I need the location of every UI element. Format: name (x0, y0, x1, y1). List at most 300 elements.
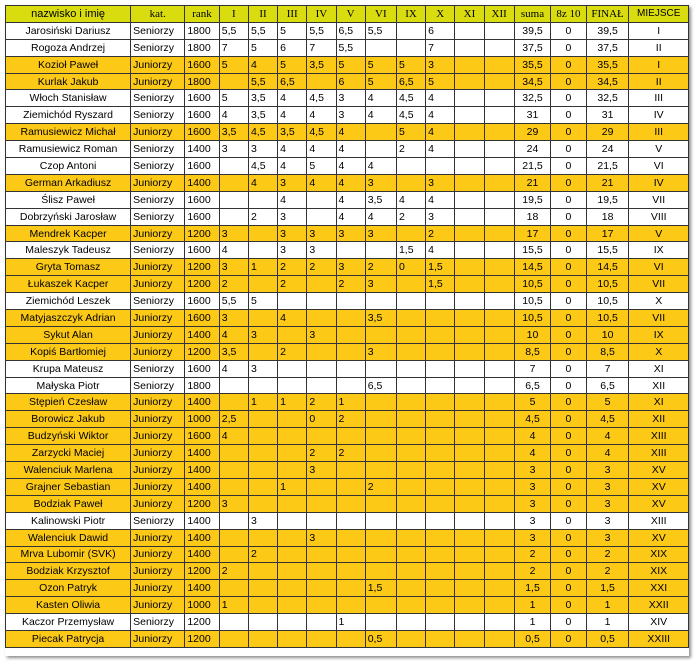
round-score-cell: 4 (219, 326, 248, 343)
round-score-cell: 4 (219, 360, 248, 377)
round-score-cell (336, 377, 365, 394)
player-name-cell: Ziemichód Leszek (6, 293, 131, 310)
final-cell: 1,5 (586, 580, 629, 597)
round-score-cell: 4 (278, 141, 307, 158)
category-cell: Seniorzy (131, 107, 185, 124)
round-score-cell: 5,5 (219, 293, 248, 310)
round-score-cell (307, 495, 336, 512)
final-cell: 3 (586, 495, 629, 512)
player-name-cell: Ramusiewicz Michał (6, 124, 131, 141)
suma-cell: 10,5 (514, 293, 550, 310)
round-score-cell: 3 (365, 343, 396, 360)
table-row (6, 377, 689, 394)
suma-cell: 24 (514, 141, 550, 158)
round-score-cell (365, 445, 396, 462)
category-cell: Juniorzy (131, 56, 185, 73)
round-score-cell (484, 546, 514, 563)
table-row (6, 529, 689, 546)
category-cell: Juniorzy (131, 580, 185, 597)
round-score-cell (248, 614, 277, 631)
table-row (6, 124, 689, 141)
table-row (6, 56, 689, 73)
round-score-cell: 4 (336, 158, 365, 175)
round-score-cell (455, 56, 484, 73)
round-score-cell (219, 208, 248, 225)
round-score-cell: 3,5 (365, 310, 396, 327)
suma-cell: 2 (514, 546, 550, 563)
round-score-cell: 5,5 (365, 22, 396, 39)
suma-cell: 2 (514, 563, 550, 580)
round-score-cell (484, 343, 514, 360)
results-table (5, 5, 689, 648)
round-score-cell: 3 (278, 174, 307, 191)
round-score-cell: 5 (248, 293, 277, 310)
category-cell: Juniorzy (131, 478, 185, 495)
player-name-cell: Piecak Patrycja (6, 630, 131, 647)
best10-cell: 0 (551, 512, 586, 529)
round-score-cell (219, 478, 248, 495)
round-score-cell: 4,5 (307, 90, 336, 107)
round-score-cell (336, 326, 365, 343)
suma-cell: 17 (514, 225, 550, 242)
final-cell: 5 (586, 394, 629, 411)
best10-cell: 0 (551, 242, 586, 259)
round-score-cell: 3 (307, 242, 336, 259)
header-round-10: X (426, 6, 455, 23)
best10-cell: 0 (551, 614, 586, 631)
round-score-cell (426, 546, 455, 563)
round-score-cell (336, 630, 365, 647)
round-score-cell: 3 (426, 174, 455, 191)
round-score-cell: 1 (278, 478, 307, 495)
suma-cell: 21,5 (514, 158, 550, 175)
round-score-cell: 7 (307, 39, 336, 56)
round-score-cell: 3 (365, 276, 396, 293)
best10-cell: 0 (551, 411, 586, 428)
rank-cell: 1200 (185, 276, 219, 293)
round-score-cell: 4 (278, 310, 307, 327)
round-score-cell (484, 225, 514, 242)
rank-cell: 1200 (185, 630, 219, 647)
round-score-cell: 6 (336, 73, 365, 90)
round-score-cell (278, 614, 307, 631)
round-score-cell (426, 597, 455, 614)
round-score-cell (455, 310, 484, 327)
round-score-cell: 4,5 (396, 90, 425, 107)
round-score-cell: 4 (365, 158, 396, 175)
round-score-cell (455, 360, 484, 377)
best10-cell: 0 (551, 462, 586, 479)
player-name-cell: Mendrek Kacper (6, 225, 131, 242)
place-cell: VII (629, 191, 689, 208)
best10-cell: 0 (551, 39, 586, 56)
best10-cell: 0 (551, 225, 586, 242)
round-score-cell (484, 563, 514, 580)
round-score-cell (455, 445, 484, 462)
round-score-cell: 4 (426, 242, 455, 259)
header-round-3: III (278, 6, 307, 23)
suma-cell: 3 (514, 529, 550, 546)
table-row (6, 293, 689, 310)
best10-cell: 0 (551, 495, 586, 512)
rank-cell: 1600 (185, 56, 219, 73)
table-row (6, 478, 689, 495)
round-score-cell (365, 141, 396, 158)
place-cell: XV (629, 495, 689, 512)
header-best10: 8z 10 (551, 6, 586, 23)
category-cell: Seniorzy (131, 158, 185, 175)
table-row (6, 39, 689, 56)
table-row (6, 141, 689, 158)
place-cell: VIII (629, 208, 689, 225)
round-score-cell (278, 326, 307, 343)
table-row (6, 614, 689, 631)
round-score-cell (307, 276, 336, 293)
round-score-cell (248, 529, 277, 546)
round-score-cell: 2 (278, 276, 307, 293)
rank-cell: 1400 (185, 141, 219, 158)
round-score-cell (396, 580, 425, 597)
round-score-cell (219, 529, 248, 546)
round-score-cell: 6,5 (336, 22, 365, 39)
round-score-cell (307, 546, 336, 563)
round-score-cell (484, 39, 514, 56)
round-score-cell: 3 (278, 208, 307, 225)
suma-cell: 1,5 (514, 580, 550, 597)
suma-cell: 3 (514, 512, 550, 529)
place-cell: XII (629, 377, 689, 394)
round-score-cell (426, 478, 455, 495)
best10-cell: 0 (551, 174, 586, 191)
final-cell: 3 (586, 478, 629, 495)
table-row (6, 580, 689, 597)
suma-cell: 37,5 (514, 39, 550, 56)
category-cell: Seniorzy (131, 360, 185, 377)
round-score-cell: 3,5 (248, 107, 277, 124)
round-score-cell: 1,5 (426, 276, 455, 293)
round-score-cell (219, 158, 248, 175)
category-cell: Juniorzy (131, 174, 185, 191)
round-score-cell (455, 377, 484, 394)
best10-cell: 0 (551, 191, 586, 208)
round-score-cell (336, 512, 365, 529)
round-score-cell (484, 326, 514, 343)
place-cell: XV (629, 462, 689, 479)
best10-cell: 0 (551, 141, 586, 158)
header-round-9: IX (396, 6, 425, 23)
best10-cell: 0 (551, 360, 586, 377)
best10-cell: 0 (551, 276, 586, 293)
best10-cell: 0 (551, 546, 586, 563)
best10-cell: 0 (551, 124, 586, 141)
category-cell: Juniorzy (131, 411, 185, 428)
table-row (6, 445, 689, 462)
final-cell: 10 (586, 326, 629, 343)
round-score-cell: 5 (365, 73, 396, 90)
header-round-6: VI (365, 6, 396, 23)
round-score-cell: 4 (365, 90, 396, 107)
category-cell: Seniorzy (131, 293, 185, 310)
round-score-cell (484, 462, 514, 479)
round-score-cell: 1,5 (426, 259, 455, 276)
round-score-cell: 3 (248, 141, 277, 158)
round-score-cell: 3 (336, 225, 365, 242)
round-score-cell (455, 614, 484, 631)
round-score-cell: 4 (278, 90, 307, 107)
round-score-cell: 1 (278, 394, 307, 411)
final-cell: 10,5 (586, 310, 629, 327)
round-score-cell (484, 614, 514, 631)
round-score-cell (307, 630, 336, 647)
category-cell: Juniorzy (131, 445, 185, 462)
player-name-cell: Dobrzyński Jarosław (6, 208, 131, 225)
round-score-cell (426, 394, 455, 411)
rank-cell: 1600 (185, 124, 219, 141)
place-cell: X (629, 293, 689, 310)
header-round-12: XII (484, 6, 514, 23)
suma-cell: 3 (514, 478, 550, 495)
round-score-cell (484, 495, 514, 512)
category-cell: Juniorzy (131, 495, 185, 512)
round-score-cell (278, 428, 307, 445)
round-score-cell: 4 (336, 191, 365, 208)
round-score-cell (455, 276, 484, 293)
round-score-cell (307, 478, 336, 495)
player-name-cell: Ozon Patryk (6, 580, 131, 597)
round-score-cell: 1 (219, 597, 248, 614)
round-score-cell (426, 411, 455, 428)
final-cell: 39,5 (586, 22, 629, 39)
round-score-cell (248, 580, 277, 597)
final-cell: 0,5 (586, 630, 629, 647)
player-name-cell: Walenciuk Marlena (6, 462, 131, 479)
round-score-cell (336, 529, 365, 546)
round-score-cell (484, 191, 514, 208)
rank-cell: 1600 (185, 310, 219, 327)
results-sheet (5, 5, 689, 656)
header-place: MIEJSCE (629, 6, 689, 23)
round-score-cell (455, 73, 484, 90)
best10-cell: 0 (551, 158, 586, 175)
round-score-cell: 5 (278, 56, 307, 73)
place-cell: III (629, 90, 689, 107)
table-row (6, 462, 689, 479)
player-name-cell: Budzyński Wiktor (6, 428, 131, 445)
place-cell: XXIII (629, 630, 689, 647)
player-name-cell: Rogoza Andrzej (6, 39, 131, 56)
round-score-cell: 4 (365, 107, 396, 124)
category-cell: Seniorzy (131, 242, 185, 259)
round-score-cell (426, 445, 455, 462)
place-cell: V (629, 141, 689, 158)
round-score-cell: 5,5 (219, 22, 248, 39)
round-score-cell: 3 (336, 107, 365, 124)
suma-cell: 15,5 (514, 242, 550, 259)
round-score-cell: 2 (248, 546, 277, 563)
round-score-cell (426, 310, 455, 327)
final-cell: 29 (586, 124, 629, 141)
table-row (6, 411, 689, 428)
round-score-cell (426, 563, 455, 580)
round-score-cell: 2 (336, 276, 365, 293)
round-score-cell (426, 512, 455, 529)
round-score-cell: 0,5 (365, 630, 396, 647)
player-name-cell: Czop Antoni (6, 158, 131, 175)
round-score-cell (365, 326, 396, 343)
round-score-cell: 5 (307, 158, 336, 175)
round-score-cell: 3 (278, 225, 307, 242)
category-cell: Juniorzy (131, 597, 185, 614)
round-score-cell: 1 (336, 394, 365, 411)
final-cell: 4,5 (586, 411, 629, 428)
header-name: nazwisko i imię (6, 6, 131, 23)
round-score-cell (484, 56, 514, 73)
round-score-cell (307, 360, 336, 377)
round-score-cell (484, 141, 514, 158)
round-score-cell: 2 (336, 411, 365, 428)
round-score-cell (455, 191, 484, 208)
rank-cell: 1200 (185, 495, 219, 512)
category-cell: Juniorzy (131, 276, 185, 293)
rank-cell: 1600 (185, 242, 219, 259)
table-row (6, 107, 689, 124)
best10-cell: 0 (551, 445, 586, 462)
round-score-cell (426, 580, 455, 597)
round-score-cell: 1 (248, 394, 277, 411)
place-cell: IX (629, 326, 689, 343)
round-score-cell (219, 546, 248, 563)
rank-cell: 1200 (185, 259, 219, 276)
round-score-cell (484, 478, 514, 495)
rank-cell: 1600 (185, 107, 219, 124)
round-score-cell: 5,5 (248, 73, 277, 90)
round-score-cell (365, 293, 396, 310)
round-score-cell: 5 (336, 56, 365, 73)
round-score-cell (455, 39, 484, 56)
final-cell: 2 (586, 546, 629, 563)
final-cell: 7 (586, 360, 629, 377)
round-score-cell (219, 394, 248, 411)
round-score-cell: 5 (219, 90, 248, 107)
round-score-cell (248, 630, 277, 647)
round-score-cell (455, 580, 484, 597)
round-score-cell: 4 (278, 107, 307, 124)
round-score-cell: 3 (219, 495, 248, 512)
round-score-cell (484, 529, 514, 546)
best10-cell: 0 (551, 259, 586, 276)
round-score-cell (248, 343, 277, 360)
round-score-cell (248, 242, 277, 259)
suma-cell: 19,5 (514, 191, 550, 208)
place-cell: IX (629, 242, 689, 259)
round-score-cell: 4 (248, 174, 277, 191)
category-cell: Juniorzy (131, 343, 185, 360)
rank-cell: 1800 (185, 73, 219, 90)
round-score-cell (307, 512, 336, 529)
round-score-cell (426, 614, 455, 631)
round-score-cell: 3 (336, 90, 365, 107)
final-cell: 14,5 (586, 259, 629, 276)
round-score-cell: 2 (426, 225, 455, 242)
best10-cell: 0 (551, 326, 586, 343)
suma-cell: 3 (514, 462, 550, 479)
results-body (6, 22, 689, 647)
player-name-cell: Kasten Oliwia (6, 597, 131, 614)
round-score-cell (426, 326, 455, 343)
place-cell: VII (629, 310, 689, 327)
suma-cell: 5 (514, 394, 550, 411)
round-score-cell (336, 462, 365, 479)
round-score-cell: 4 (426, 124, 455, 141)
round-score-cell: 7 (219, 39, 248, 56)
round-score-cell (219, 580, 248, 597)
best10-cell: 0 (551, 90, 586, 107)
round-score-cell: 4 (336, 124, 365, 141)
round-score-cell (484, 22, 514, 39)
suma-cell: 4 (514, 428, 550, 445)
place-cell: XV (629, 478, 689, 495)
suma-cell: 35,5 (514, 56, 550, 73)
round-score-cell (426, 462, 455, 479)
round-score-cell (455, 478, 484, 495)
round-score-cell (336, 242, 365, 259)
final-cell: 10,5 (586, 276, 629, 293)
round-score-cell (219, 191, 248, 208)
final-cell: 4 (586, 428, 629, 445)
round-score-cell (455, 529, 484, 546)
suma-cell: 31 (514, 107, 550, 124)
round-score-cell (455, 343, 484, 360)
final-cell: 3 (586, 529, 629, 546)
round-score-cell (484, 310, 514, 327)
round-score-cell (455, 428, 484, 445)
round-score-cell (396, 276, 425, 293)
table-row (6, 90, 689, 107)
round-score-cell: 5,5 (248, 22, 277, 39)
round-score-cell (307, 597, 336, 614)
round-score-cell: 3 (219, 259, 248, 276)
final-cell: 31 (586, 107, 629, 124)
round-score-cell (484, 580, 514, 597)
round-score-cell: 6,5 (396, 73, 425, 90)
round-score-cell (248, 411, 277, 428)
player-name-cell: Kurlak Jakub (6, 73, 131, 90)
round-score-cell: 3,5 (219, 124, 248, 141)
round-score-cell (336, 546, 365, 563)
round-score-cell: 3 (248, 512, 277, 529)
header-round-2: II (248, 6, 277, 23)
round-score-cell (396, 411, 425, 428)
round-score-cell: 3,5 (278, 124, 307, 141)
place-cell: V (629, 225, 689, 242)
round-score-cell (396, 39, 425, 56)
round-score-cell (484, 242, 514, 259)
round-score-cell: 2 (278, 343, 307, 360)
round-score-cell (248, 191, 277, 208)
round-score-cell (455, 242, 484, 259)
round-score-cell (455, 597, 484, 614)
round-score-cell (484, 73, 514, 90)
round-score-cell: 2 (336, 445, 365, 462)
suma-cell: 8,5 (514, 343, 550, 360)
final-cell: 8,5 (586, 343, 629, 360)
category-cell: Juniorzy (131, 630, 185, 647)
table-row (6, 276, 689, 293)
round-score-cell (278, 411, 307, 428)
round-score-cell: 4 (219, 428, 248, 445)
round-score-cell (278, 597, 307, 614)
round-score-cell (484, 597, 514, 614)
